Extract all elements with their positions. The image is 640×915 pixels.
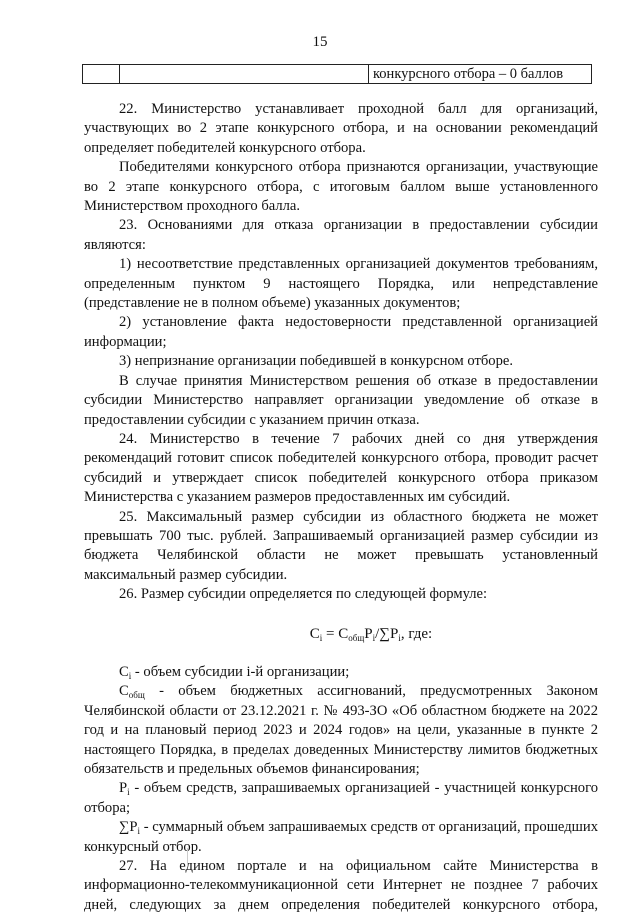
symbol-sub-i: i [128,670,132,681]
symbol-sub-i: i [127,787,130,798]
formula-sub-i: i [398,632,401,643]
formula-sub-i: i [372,632,376,643]
document-body [84,100,598,915]
symbol-p: P [119,780,128,797]
paragraph-23-item-2: 2) установление факта недостоверности представленной организацией информации; [84,314,598,350]
definition-sum [84,818,598,857]
formula-sub-i: i [319,632,323,643]
symbol-c: C [119,663,129,680]
formula-eq: = C [322,625,349,642]
table-cell-text: конкурсного отбора – 0 баллов [369,65,592,84]
scan-artifact-line [187,848,188,866]
definition-text: - объем бюджетных ассигнований, предусмотренных Законом Челябинской области от 23.12.2021 г. № 493-ЗО «Об областном бюджете на 2022 год и на плановый период 2023 и 2024 годов» на цели, указанные в пункте 2 настоящего Порядка, в пределах доведенных Министерству лимитов бюджетных обязательств и предельных объемов финансирования; [84,683,598,777]
definition-pi [84,779,598,818]
paragraph-27: 27. На едином портале и на официальном сайте Министерства в информационно-телекоммуникационной сети Интернет не позднее 7 рабочих дней, следующих за днем определения победителей конкурсного отбора, [84,858,598,913]
formula-sub-obsh: общ [348,632,365,643]
paragraph-23-item-3: 3) непризнание организации победившей в конкурсном отборе. [119,353,514,370]
paragraph-22-winners: Победителями конкурсного отбора признаются организации, участвующие во 2 этапе конкурсного отбора, с итоговым баллом выше установленного Министерством проходного балла. [84,159,598,215]
symbol-sub-i: i [137,826,141,837]
definition-text: - объем средств, запрашиваемых организацией - участницей конкурсного отбора; [84,780,599,816]
paragraph-23: 23. Основаниями для отказа организации в предоставлении субсидии являются: [84,217,598,253]
definition-ci [84,663,598,682]
formula-p: P [364,625,373,642]
paragraph-23-refusal: В случае принятия Министерством решения об отказе в предоставлении субсидии Министерство направляет организации уведомление об отказе в предоставлении субсидии с указанием причин отказа. [84,372,598,428]
table-row [83,65,592,84]
table-cell-empty [120,65,369,84]
table-cell-empty [83,65,120,84]
formula-tail: , где: [400,625,433,642]
definition-text: - объем субсидии i-й организации; [134,663,350,680]
paragraph-26: 26. Размер субсидии определяется по следующей формуле: [119,586,488,603]
paragraph-23-item-1: 1) несоответствие представленных организацией документов требованиям, определенным пунктом 9 настоящего Порядка, или непредставление (представление не в полном объеме) указанных документов; [84,256,598,312]
page-number: 15 [312,34,328,50]
symbol-sum-p: ∑P [119,819,138,836]
symbol-sub-obsh: общ [128,690,145,701]
paragraph-24: 24. Министерство в течение 7 рабочих дней со дня утверждения рекомендаций готовит список победителей конкурсного отбора, проводит расчет субсидий и утверждает список победителей конкурсного отбора приказом Министерства с указанием размеров предоставленных им субсидий. [84,430,598,506]
paragraph-22: 22. Министерство устанавливает проходной балл для организаций, участвующих во 2 этапе конкурсного отбора, и на основании рекомендаций определяет победителей конкурсного отбора. [84,101,598,156]
table-fragment [82,64,592,84]
formula-c: C [309,625,320,642]
symbol-c: C [119,683,129,700]
paragraph-25: 25. Максимальный размер субсидии из областного бюджета не может превышать 700 тыс. рублей. Запрашиваемый организацией размер субсидии из бюджета Челябинской области не может превышать установленный максимальный размер субсидии. [84,508,598,583]
formula-sum: /∑P [375,625,399,642]
definition-cobsh [84,682,598,779]
definition-text: - суммарный объем запрашиваемых средств от организаций, прошедших конкурсный отбор. [84,819,598,855]
subsidy-formula [84,625,598,644]
